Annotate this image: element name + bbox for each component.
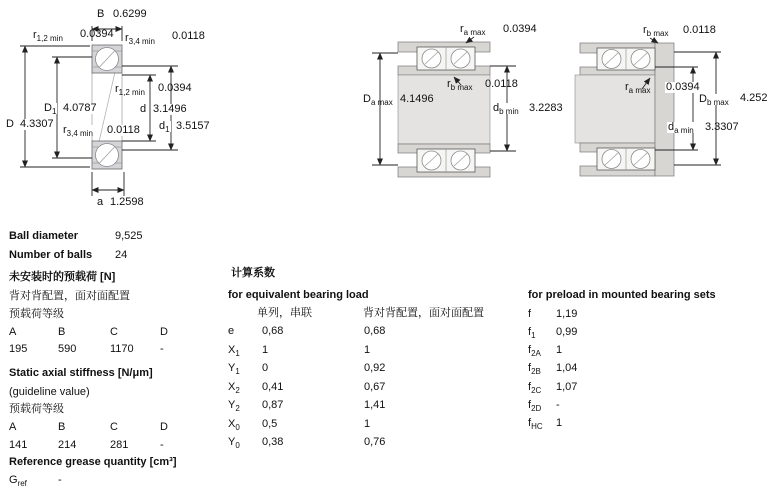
dim-rb-max2-value: 0.0118 <box>683 24 716 36</box>
factor-row-y1: $Y_1$ 0 0,92 <box>228 362 386 377</box>
factor-row-y0: $Y_0$ 0,38 0,76 <box>228 436 386 451</box>
preload-factor-row-f: f 1,19 <box>528 308 578 320</box>
preload-factor-row-f2d: $f_{2D}$ - <box>528 399 560 414</box>
calc-factors-title: 计算系数 <box>231 267 275 279</box>
preload-unmounted-title: 未安装时的预载荷 [N] <box>9 271 116 283</box>
dim-rb-max-value: 0.0118 <box>485 78 518 90</box>
grease-ref-value: - <box>58 474 62 486</box>
stiffness-header-d: D <box>160 421 168 433</box>
dim-D1-value: 4.0787 <box>63 102 97 114</box>
stiffness-values <box>9 439 164 451</box>
dim-Db-max-value: 4.252 <box>740 92 768 104</box>
stiffness-value-d: - <box>160 439 164 451</box>
dim-da-min-value: 3.3307 <box>705 121 739 133</box>
grade-header-c: C <box>110 326 118 338</box>
preload-value-d: - <box>160 343 164 355</box>
dim-db-min-label: $d_{b min}$ <box>493 102 519 117</box>
dim-a-value: 1.2598 <box>110 196 144 208</box>
preload-grade-label: 预载荷等级 <box>9 308 64 320</box>
preload-grade-headers <box>9 326 168 338</box>
dim-Da-max-label: $D_{a max}$ <box>363 93 393 108</box>
stiffness-header-a: A <box>9 421 17 433</box>
dim-r34-min-mid-label: $r_{3,4 min}$ <box>63 124 93 139</box>
preload-factor-row-f2c: $f_{2C}$ 1,07 <box>528 381 578 396</box>
dim-d1-label: $d_1$ <box>159 120 170 135</box>
preload-factor-row-f2a: $f_{2A}$ 1 <box>528 344 563 359</box>
dim-ra-max-label: $r_{a max}$ <box>460 23 486 38</box>
dim-ra-max2-label: $r_{a max}$ <box>625 81 651 96</box>
grease-ref-label: $G_{ref}$ <box>9 474 27 489</box>
grade-header-b: B <box>58 326 66 338</box>
dim-rb-max2-label: $r_{b max}$ <box>643 24 669 39</box>
stiffness-subtitle: (guideline value) <box>9 386 90 398</box>
preload-factor-row-f1: $f_1$ 0,99 <box>528 326 578 341</box>
factor-row-x2: $X_2$ 0,41 0,67 <box>228 381 386 396</box>
grade-header-d: D <box>160 326 168 338</box>
grease-title: Reference grease quantity [cm³] <box>9 456 177 468</box>
dim-rb-max-label: $r_{b max}$ <box>447 78 473 93</box>
preload-value-c: 1170 <box>110 343 134 355</box>
dim-r34-min-top-label: $r_{3,4 min}$ <box>125 32 155 47</box>
dim-ra-max-value: 0.0394 <box>503 23 537 35</box>
dim-Db-max-label: $D_{b max}$ <box>699 93 729 108</box>
dim-a-label: a <box>97 196 104 208</box>
dim-d1-value: 3.5157 <box>176 120 210 132</box>
dim-d-value: 3.1496 <box>153 103 187 115</box>
dim-r12-min-mid-value: 0.0394 <box>158 82 192 94</box>
stiffness-grade-label: 预载荷等级 <box>9 403 64 415</box>
dim-B-label: B <box>97 8 105 20</box>
stiffness-value-b: 214 <box>58 439 77 451</box>
dim-r12-min-top-value: 0.0394 <box>80 28 114 40</box>
stiffness-title: Static axial stiffness [N/μm] <box>9 367 153 379</box>
dim-D1-label: $D_1$ <box>44 102 57 117</box>
preload-factors-title: for preload in mounted bearing sets <box>528 289 716 301</box>
number-of-balls-label: Number of balls <box>9 249 93 261</box>
number-of-balls-value: 24 <box>115 249 128 261</box>
dim-Da-max-value: 4.1496 <box>400 93 434 105</box>
col2-header: 背对背配置，面对面配置 <box>363 307 484 319</box>
shaft-abutment-diagram <box>570 12 775 197</box>
dim-r34-min-mid-value: 0.0118 <box>107 124 140 136</box>
preload-unmounted-subtitle: 背对背配置，面对面配置 <box>9 290 130 302</box>
col1-header: 单列，串联 <box>257 307 312 319</box>
dim-db-min-value: 3.2283 <box>529 102 563 114</box>
preload-factor-row-fhc: $f_{HC}$ 1 <box>528 417 563 432</box>
number-of-balls-row <box>9 249 127 261</box>
equiv-load-title: for equivalent bearing load <box>228 289 369 301</box>
factor-row-x0: $X_0$ 0,5 1 <box>228 418 371 433</box>
grade-header-a: A <box>9 326 17 338</box>
factor-row-y2: $Y_2$ 0,87 1,41 <box>228 399 386 414</box>
preload-value-b: 590 <box>58 343 77 355</box>
dim-da-min-label: $d_{a min}$ <box>668 121 694 136</box>
dim-r34-min-top-value: 0.0118 <box>172 30 205 42</box>
dim-ra-max2-value: 0.0394 <box>666 81 700 93</box>
dim-B-value: 0.6299 <box>113 8 147 20</box>
factor-row-e: e 0,68 0,68 <box>228 325 386 337</box>
preload-factor-row-f2b: $f_{2B}$ 1,04 <box>528 362 578 377</box>
ball-diameter-value: 9,525 <box>115 230 143 242</box>
dim-D-value: 4.3307 <box>20 118 54 130</box>
dim-r12-min-mid-label: $r_{1,2 min}$ <box>115 83 145 98</box>
factor-row-x1: $X_1$ 1 1 <box>228 344 371 359</box>
dim-r12-min-top-label: $r_{1,2 min}$ <box>33 29 63 44</box>
ball-diameter-label: Ball diameter <box>9 230 79 242</box>
stiffness-value-c: 281 <box>110 439 129 451</box>
preload-value-a: 195 <box>9 343 28 355</box>
stiffness-grade-headers <box>9 421 168 433</box>
ball-diameter-row <box>9 230 143 242</box>
stiffness-header-b: B <box>58 421 66 433</box>
dim-D-label: D <box>6 118 14 130</box>
calc-factors-col-headers <box>228 307 484 319</box>
preload-grade-values <box>9 343 164 355</box>
grease-row <box>9 474 62 489</box>
stiffness-header-c: C <box>110 421 118 433</box>
stiffness-value-a: 141 <box>9 439 28 451</box>
dim-d-label: d <box>140 103 147 115</box>
